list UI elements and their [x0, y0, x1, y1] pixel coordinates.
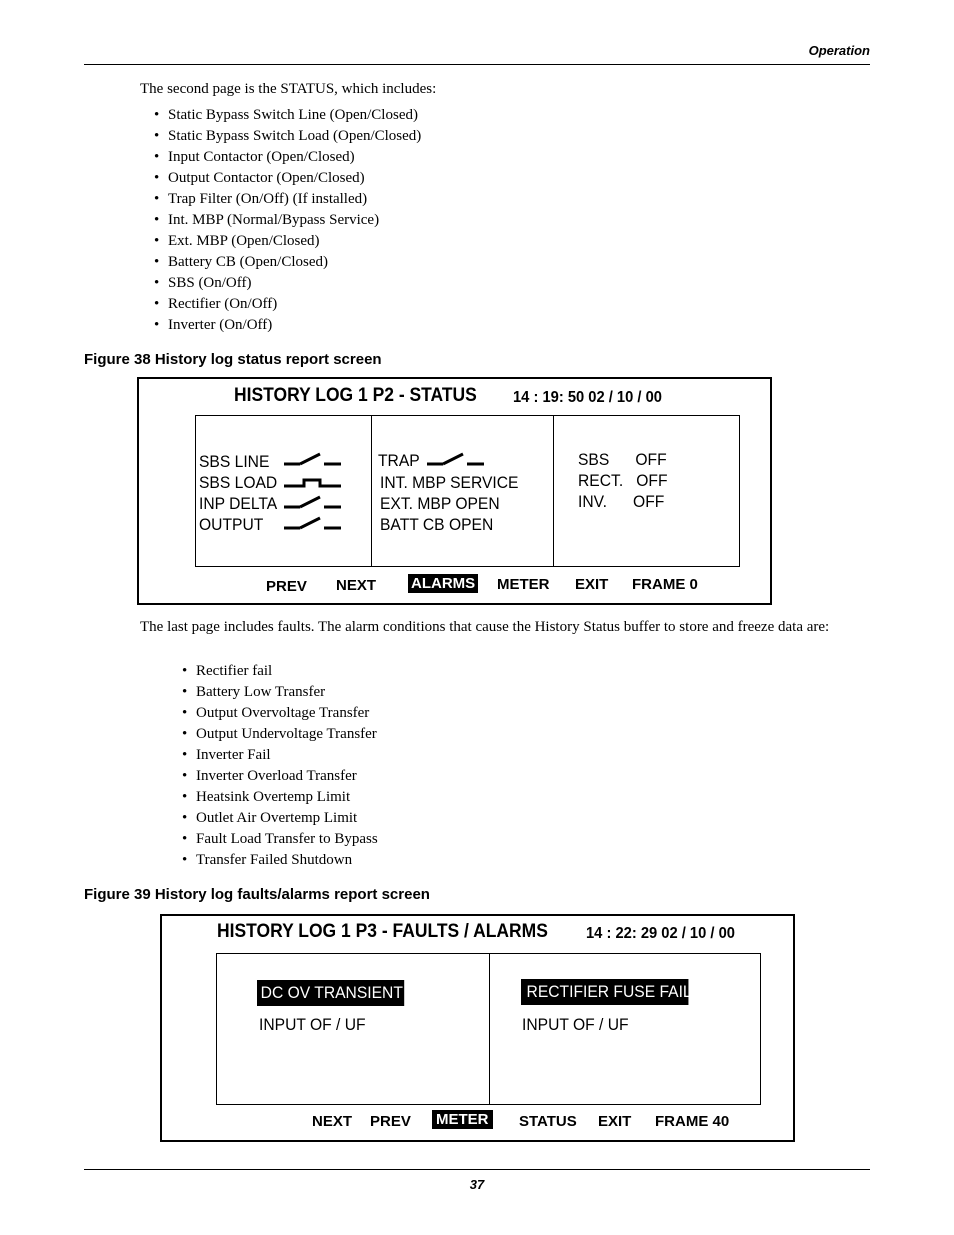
- sbs-status: SBS OFF: [578, 450, 667, 469]
- fault-list: [182, 661, 378, 871]
- prev-softkey[interactable]: PREV: [266, 578, 307, 595]
- divider: [553, 416, 554, 566]
- list-item: • Inverter Overload Transfer: [182, 768, 357, 784]
- header-rule: [84, 64, 870, 65]
- list-item: • SBS (On/Off): [154, 275, 252, 291]
- list-item: • Battery CB (Open/Closed): [154, 254, 328, 270]
- list-item: • Trap Filter (On/Off) (If installed): [154, 191, 368, 207]
- batt-cb-label: BATT CB OPEN: [380, 515, 494, 534]
- status-softkey[interactable]: STATUS: [519, 1113, 577, 1130]
- sbs-line-label: SBS LINE: [199, 452, 270, 471]
- right-fault-detail: INPUT OF / UF: [522, 1015, 629, 1034]
- status-box: [195, 415, 740, 567]
- ext-mbp-label: EXT. MBP OPEN: [380, 494, 500, 513]
- faults-box: [216, 953, 761, 1105]
- list-item: • Inverter Fail: [182, 747, 271, 763]
- list-item: • Output Undervoltage Transfer: [182, 726, 377, 742]
- sbs-load-label: SBS LOAD: [199, 473, 278, 492]
- output-label: OUTPUT: [199, 515, 264, 534]
- divider: [489, 954, 490, 1104]
- rect-status: RECT. OFF: [578, 471, 668, 490]
- screen-time: 14 : 22: 29 02 / 10 / 00: [586, 925, 735, 942]
- screen-title: HISTORY LOG 1 P2 - STATUS: [234, 385, 477, 406]
- exit-softkey[interactable]: EXIT: [575, 576, 609, 593]
- status-list: [154, 105, 421, 336]
- open-switch-icon: [284, 495, 342, 511]
- status-intro: The second page is the STATUS, which includes:: [140, 81, 437, 97]
- list-item: • Output Contactor (Open/Closed): [154, 170, 365, 186]
- list-item: • Static Bypass Switch Load (Open/Closed): [154, 128, 422, 144]
- list-item: • Int. MBP (Normal/Bypass Service): [154, 212, 380, 228]
- figure-39-caption: Figure 39 History log faults/alarms report screen: [84, 886, 430, 903]
- meter-softkey[interactable]: METER: [432, 1110, 493, 1129]
- open-switch-icon: [284, 516, 342, 532]
- list-item: • Static Bypass Switch Line (Open/Closed): [154, 107, 418, 123]
- frame-indicator: FRAME 40: [655, 1113, 730, 1130]
- int-mbp-label: INT. MBP SERVICE: [380, 473, 519, 492]
- list-item: • Heatsink Overtemp Limit: [182, 789, 351, 805]
- divider: [371, 416, 372, 566]
- left-fault-label: DC OV TRANSIENT: [257, 980, 404, 1006]
- alarms-softkey[interactable]: ALARMS: [408, 574, 478, 593]
- next-softkey[interactable]: NEXT: [312, 1113, 353, 1130]
- footer-rule: [84, 1169, 870, 1170]
- list-item: • Output Overvoltage Transfer: [182, 705, 370, 721]
- list-item: • Ext. MBP (Open/Closed): [154, 233, 320, 249]
- open-switch-icon: [284, 452, 342, 468]
- right-fault-label: RECTIFIER FUSE FAIL: [521, 979, 688, 1005]
- status-screen: [137, 377, 772, 605]
- list-item: • Transfer Failed Shutdown: [182, 852, 353, 868]
- next-softkey[interactable]: NEXT: [336, 577, 377, 594]
- list-item: • Rectifier fail: [182, 663, 273, 679]
- faults-intro: The last page includes faults. The alarm conditions that cause the History Status buffer to store and freeze data are:: [140, 619, 830, 635]
- section-header: Operation: [808, 43, 870, 58]
- left-fault-detail: INPUT OF / UF: [259, 1015, 366, 1034]
- inv-status: INV. OFF: [578, 492, 665, 511]
- prev-softkey[interactable]: PREV: [370, 1113, 411, 1130]
- exit-softkey[interactable]: EXIT: [598, 1113, 632, 1130]
- inp-delta-label: INP DELTA: [199, 494, 278, 513]
- list-item: • Outlet Air Overtemp Limit: [182, 810, 358, 826]
- closed-switch-icon: [284, 474, 342, 490]
- screen-title: HISTORY LOG 1 P3 - FAULTS / ALARMS: [217, 921, 548, 942]
- list-item: • Fault Load Transfer to Bypass: [182, 831, 378, 847]
- faults-screen: [160, 914, 795, 1142]
- list-item: • Input Contactor (Open/Closed): [154, 149, 355, 165]
- page-number: 37: [469, 1177, 485, 1192]
- trap-label: TRAP: [378, 451, 420, 470]
- open-switch-icon: [427, 452, 485, 468]
- list-item: • Rectifier (On/Off): [154, 296, 278, 312]
- frame-indicator: FRAME 0: [632, 576, 698, 593]
- figure-38-caption: Figure 38 History log status report screen: [84, 351, 382, 368]
- meter-softkey[interactable]: METER: [497, 576, 550, 593]
- list-item: • Inverter (On/Off): [154, 317, 273, 333]
- list-item: • Battery Low Transfer: [182, 684, 326, 700]
- screen-time: 14 : 19: 50 02 / 10 / 00: [513, 389, 662, 406]
